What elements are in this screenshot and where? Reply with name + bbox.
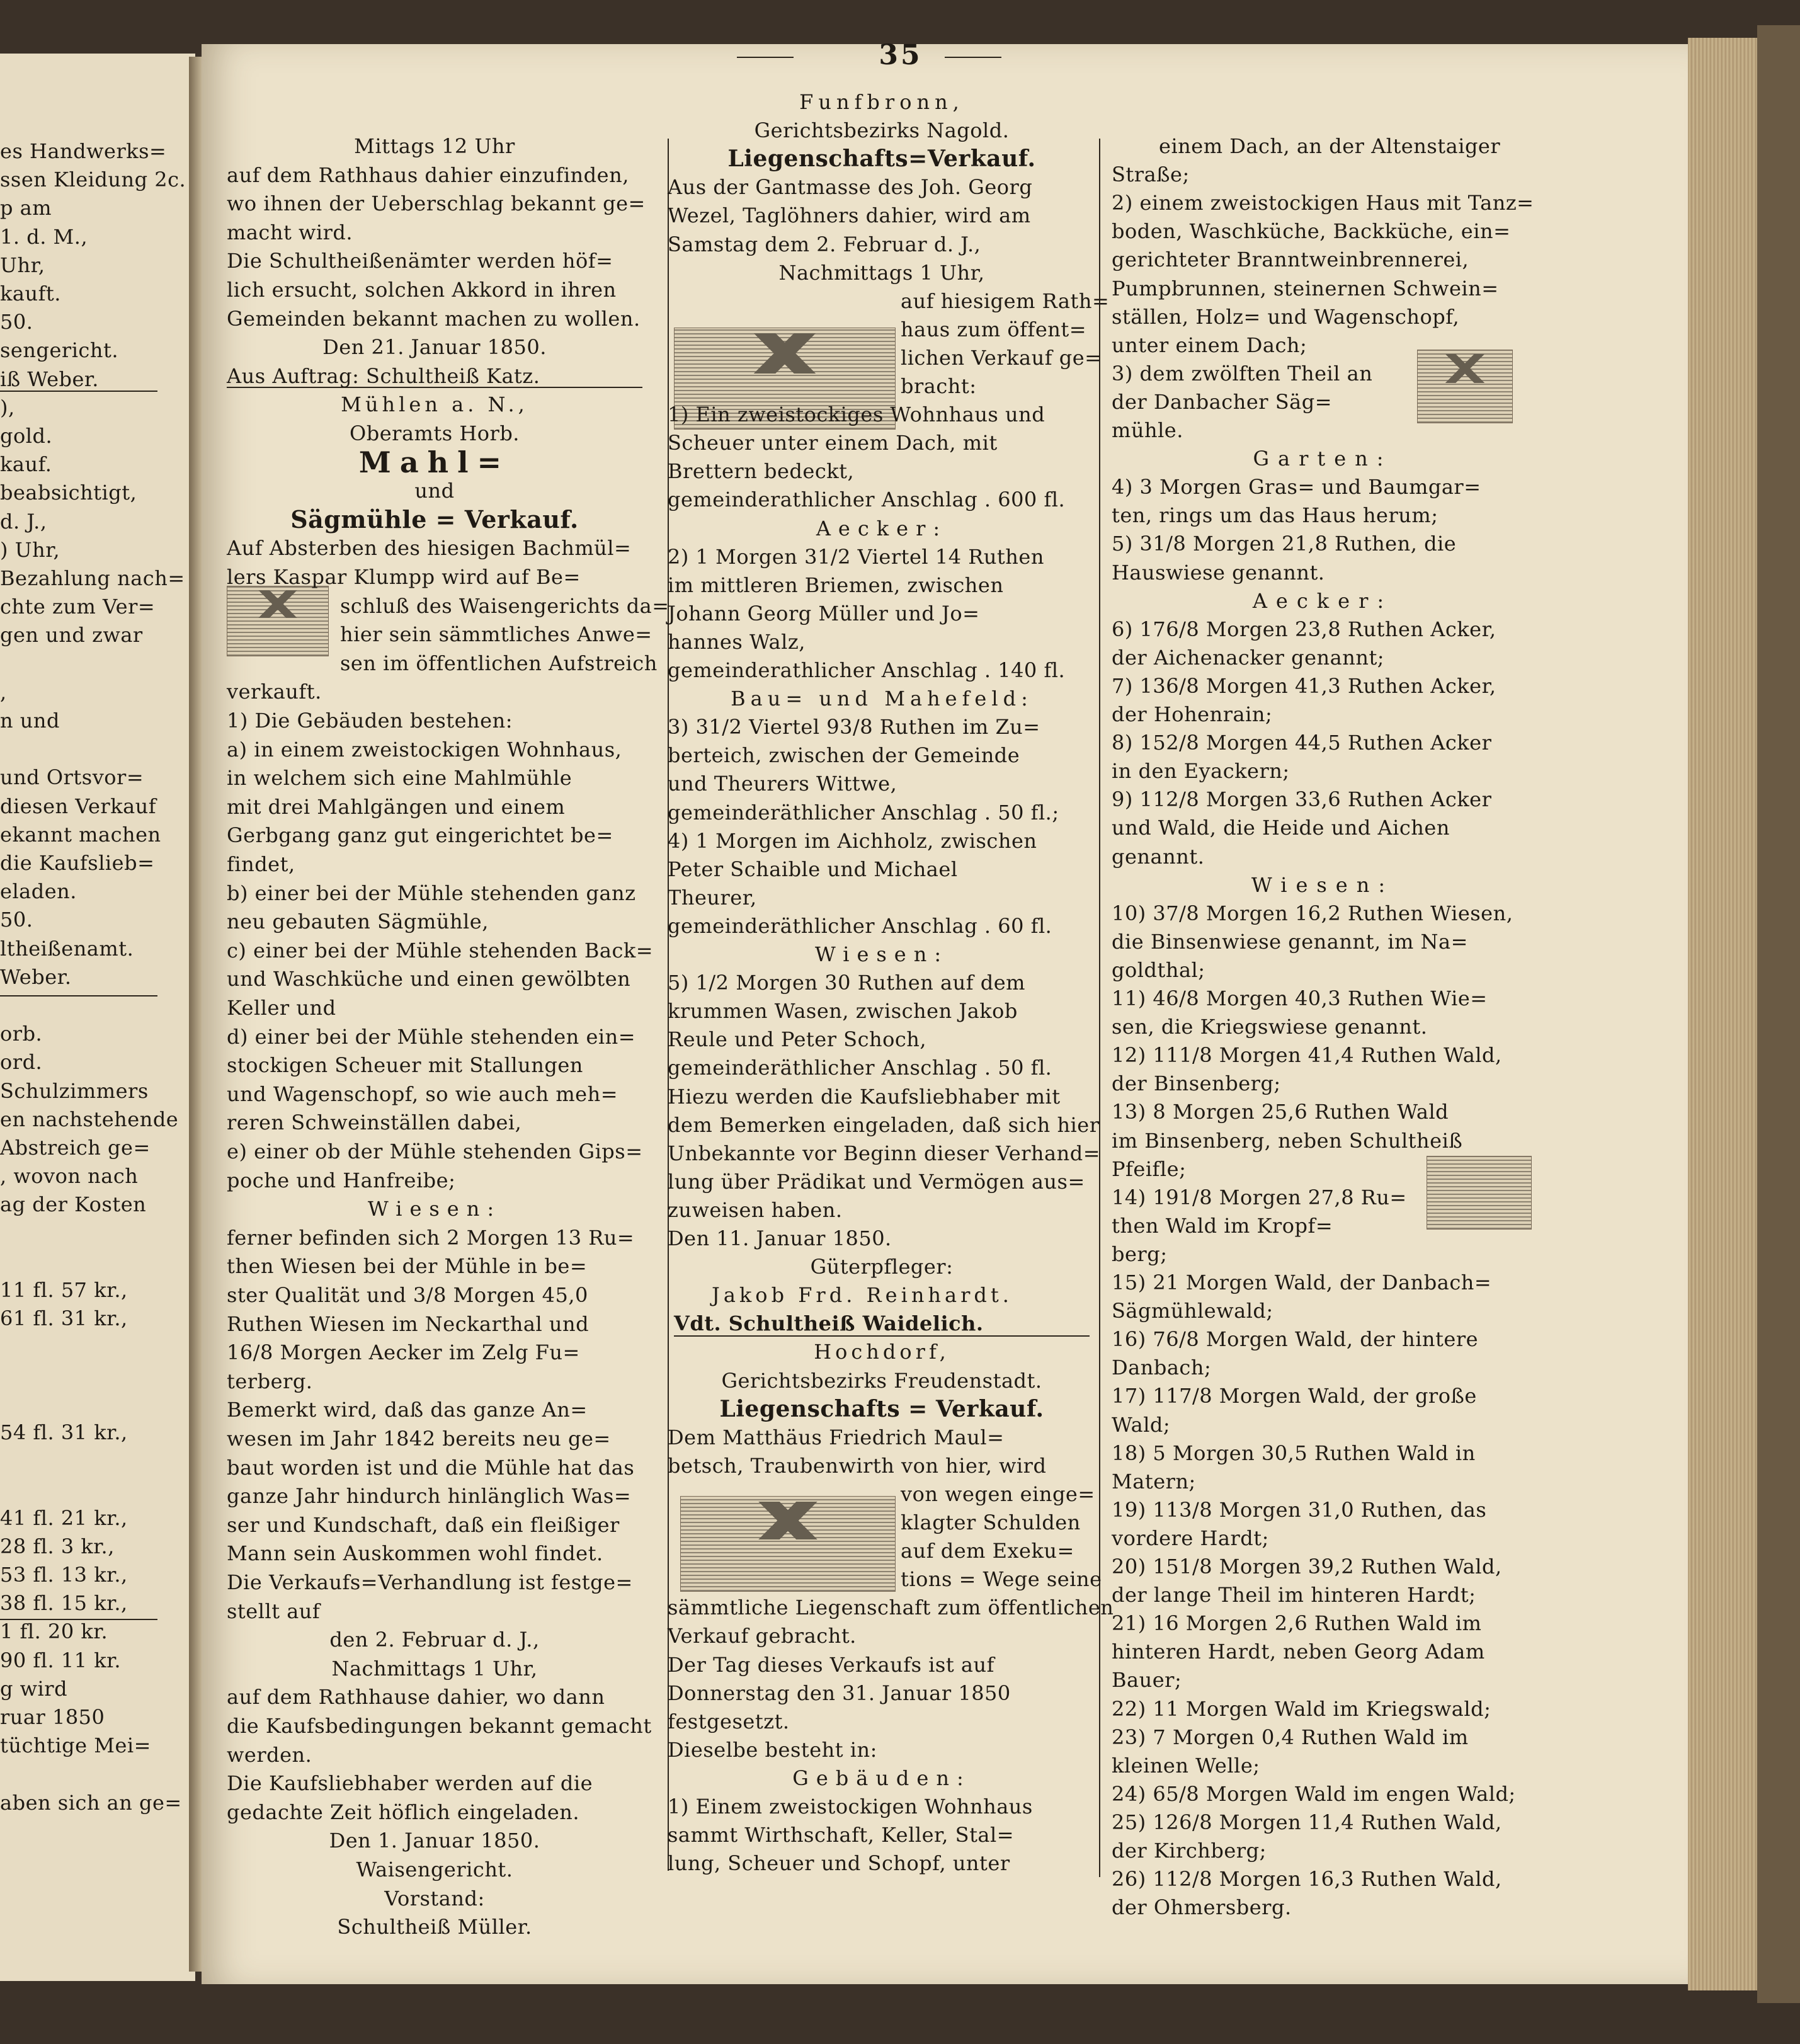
col2-line: Liegenschafts=Verkauf.	[727, 146, 1036, 173]
col1-line: Die Schultheißenämter werden höf=	[227, 249, 613, 273]
page-number: 35	[879, 39, 923, 71]
col3-line: genannt.	[1112, 844, 1205, 869]
col3-line: mühle.	[1112, 418, 1183, 442]
col2-line: von wegen einge=	[901, 1482, 1095, 1506]
col2-line: haus zum öffent=	[901, 317, 1087, 341]
left-fragment-line: n und	[0, 709, 60, 733]
left-fragment-line: ekannt machen	[0, 822, 161, 847]
col2-line: lichen Verkauf ge=	[901, 345, 1102, 370]
left-fragment-line: 28 fl. 3 kr.,	[0, 1534, 115, 1558]
section-rule-left-2	[0, 995, 157, 996]
col3-line: vordere Hardt;	[1112, 1526, 1269, 1550]
col1-line: b) einer bei der Mühle stehenden ganz	[227, 881, 636, 905]
col2-line: Wiesen:	[814, 942, 949, 966]
header-ornament-left	[737, 57, 794, 58]
col2-line: 3) 31/2 Viertel 93/8 Ruthen im Zu=	[668, 715, 1040, 739]
col1-line: Waisengericht.	[356, 1858, 513, 1881]
left-fragment-line: aben sich an ge=	[0, 1790, 182, 1815]
left-fragment-line: Uhr,	[0, 253, 45, 277]
col3-line: 10) 37/8 Morgen 16,2 Ruthen Wiesen,	[1112, 901, 1513, 925]
col2-line: Hiezu werden die Kaufsliebhaber mit	[668, 1084, 1061, 1109]
col3-line: 9) 112/8 Morgen 33,6 Ruthen Acker	[1112, 787, 1492, 812]
left-fragment-line: , wovon nach	[0, 1164, 139, 1189]
left-fragment-line: chte zum Ver=	[0, 595, 156, 619]
left-fragment-line: 61 fl. 31 kr.,	[0, 1306, 128, 1331]
col3-line: 21) 16 Morgen 2,6 Ruthen Wald im	[1112, 1611, 1482, 1636]
col2-line: Jakob Frd. Reinhardt.	[712, 1283, 1013, 1308]
left-fragment-line: ssen Kleidung 2c.	[0, 168, 186, 192]
col3-line: sen, die Kriegswiese genannt.	[1112, 1015, 1428, 1039]
col1-line: baut worden ist und die Mühle hat das	[227, 1455, 635, 1480]
col1-line: c) einer bei der Mühle stehenden Back=	[227, 938, 654, 962]
left-fragment-line: ,	[0, 680, 7, 704]
col2-line: 1) Einem zweistockigen Wohnhaus	[668, 1795, 1033, 1818]
col1-line: neu gebauten Sägmühle,	[227, 910, 489, 934]
col1-line: Die Kaufsliebhaber werden auf die	[227, 1771, 593, 1796]
col3-line: 8) 152/8 Morgen 44,5 Ruthen Acker	[1112, 731, 1492, 755]
col3-line: 5) 31/8 Morgen 21,8 Ruthen, die	[1112, 532, 1457, 556]
col1-line: Oberamts Horb.	[350, 421, 520, 445]
col1-line: lers Kaspar Klumpp wird auf Be=	[227, 565, 581, 589]
mill-woodcut-image	[227, 586, 329, 656]
col3-line: die Binsenwiese genannt, im Na=	[1112, 929, 1468, 954]
col3-line: unter einem Dach;	[1112, 333, 1307, 357]
col3-line: der Binsenberg;	[1112, 1071, 1281, 1096]
col3-line: Wald;	[1112, 1412, 1171, 1437]
col1-line: Auf Absterben des hiesigen Bachmül=	[227, 536, 632, 561]
col3-line: Garten:	[1253, 447, 1393, 471]
left-fragment-line: d. J.,	[0, 509, 47, 534]
col1-line: werden.	[227, 1742, 312, 1767]
col2-line: lung über Prädikat und Vermögen aus=	[668, 1169, 1085, 1194]
left-fragment-line: beabsichtigt,	[0, 481, 137, 505]
col3-line: 3) dem zwölften Theil an	[1112, 361, 1373, 385]
col1-line: Nachmittags 1 Uhr,	[331, 1656, 538, 1681]
col2-line: Unbekannte vor Beginn dieser Verhand=	[668, 1141, 1101, 1165]
col1-line: ganze Jahr hindurch hinlänglich Was=	[227, 1484, 632, 1509]
left-fragment-line: ag der Kosten	[0, 1192, 147, 1217]
left-fragment-line: eladen.	[0, 879, 77, 904]
col2-line: dem Bemerken eingeladen, daß sich hier	[668, 1112, 1100, 1137]
left-fragment-line: 53 fl. 13 kr.,	[0, 1563, 128, 1587]
col1-line: Mittags 12 Uhr	[354, 134, 515, 158]
col1-line: wesen im Jahr 1842 bereits neu ge=	[227, 1427, 611, 1451]
col2-line: Verkauf gebracht.	[668, 1624, 857, 1648]
col2-line: 2) 1 Morgen 31/2 Viertel 14 Ruthen	[668, 544, 1044, 569]
col2-line: Samstag dem 2. Februar d. J.,	[668, 232, 981, 256]
col3-line: Wiesen:	[1251, 872, 1394, 897]
col1-line: ferner befinden sich 2 Morgen 13 Ru=	[227, 1225, 635, 1250]
col2-line: gemeinderathlicher Anschlag . 600 fl.	[668, 488, 1066, 512]
col3-line: ten, rings um das Haus herum;	[1112, 503, 1438, 528]
left-fragment-line: die Kaufslieb=	[0, 851, 155, 875]
col1-line: Ruthen Wiesen im Neckarthal und	[227, 1311, 590, 1336]
col2-line: Peter Schaible und Michael	[668, 857, 958, 881]
left-fragment-line: gold.	[0, 424, 53, 448]
col3-line: der Ohmersberg.	[1112, 1895, 1292, 1920]
col3-line: und Wald, die Heide und Aichen	[1112, 816, 1450, 840]
col3-line: 16) 76/8 Morgen Wald, der hintere	[1112, 1327, 1479, 1352]
col1-line: d) einer bei der Mühle stehenden ein=	[227, 1024, 636, 1049]
col1-line: findet,	[227, 852, 295, 876]
col1-line: mit drei Mahlgängen und einem	[227, 794, 566, 819]
left-fragment-line: g wird	[0, 1676, 68, 1701]
col1-line: Sägmühle = Verkauf.	[290, 505, 579, 534]
col2-line: Vdt. Schultheiß Waidelich.	[674, 1311, 984, 1336]
col2-line: Gebäuden:	[792, 1766, 971, 1790]
col3-line: ställen, Holz= und Wagenschopf,	[1112, 304, 1460, 329]
col1-line: wo ihnen der Ueberschlag bekannt ge=	[227, 191, 646, 216]
left-fragment-line: 90 fl. 11 kr.	[0, 1648, 122, 1672]
col3-line: Sägmühlewald;	[1112, 1299, 1273, 1323]
col3-line: 24) 65/8 Morgen Wald im engen Wald;	[1112, 1781, 1516, 1806]
col2-line: Güterpfleger:	[810, 1255, 954, 1279]
left-fragment-line: ord.	[0, 1050, 43, 1075]
left-fragment-line: en nachstehende	[0, 1107, 179, 1131]
col3-line: 7) 136/8 Morgen 41,3 Ruthen Acker,	[1112, 673, 1496, 698]
left-fragment-line: p am	[0, 196, 52, 220]
col2-line: betsch, Traubenwirth von hier, wird	[668, 1453, 1047, 1478]
col2-line: Funfbronn,	[799, 90, 964, 114]
col2-line: Gerichtsbezirks Nagold.	[754, 118, 1010, 143]
col2-line: auf dem Exeku=	[901, 1539, 1074, 1563]
col1-line: Schultheiß Müller.	[337, 1915, 532, 1939]
col2-line: krummen Wasen, zwischen Jakob	[668, 999, 1018, 1024]
col1-line: Bemerkt wird, daß das ganze An=	[227, 1398, 588, 1422]
left-fragment-line: ltheißenamt.	[0, 936, 134, 961]
col1-line: Den 21. Januar 1850.	[322, 335, 547, 360]
left-fragment-line: ) Uhr,	[0, 537, 60, 562]
col1-line: Gerbgang ganz gut eingerichtet be=	[227, 823, 613, 848]
col2-line: Den 11. Januar 1850.	[668, 1226, 892, 1250]
left-fragment-line: 1. d. M.,	[0, 224, 88, 249]
col1-line: e) einer ob der Mühle stehenden Gips=	[227, 1139, 643, 1163]
left-fragment-line: ruar 1850	[0, 1705, 105, 1729]
col1-line: Aus Auftrag: Schultheiß Katz.	[227, 363, 540, 388]
left-fragment-line: Abstreich ge=	[0, 1136, 151, 1160]
left-fragment-line: und Ortsvor=	[0, 765, 144, 790]
col3-line: Matern;	[1112, 1469, 1196, 1493]
col1-line: Wiesen:	[367, 1197, 502, 1221]
col3-line: der lange Theil im hinteren Hardt;	[1112, 1583, 1476, 1607]
col2-line: Johann Georg Müller und Jo=	[668, 601, 980, 625]
col3-line: then Wald im Kropf=	[1112, 1213, 1333, 1238]
col2-line: lung, Scheuer und Schopf, unter	[668, 1851, 1010, 1876]
col2-line: und Theurers Wittwe,	[668, 772, 897, 796]
col3-line: Straße;	[1112, 163, 1190, 187]
left-fragment-line: Schulzimmers	[0, 1078, 149, 1103]
col1-line: Keller und	[227, 996, 336, 1020]
col2-line: tions = Wege seine	[901, 1567, 1102, 1592]
col3-line: Aecker:	[1252, 588, 1393, 613]
col2-line: Aus der Gantmasse des Joh. Georg	[668, 175, 1033, 200]
col2-line: Liegenschafts = Verkauf.	[719, 1395, 1044, 1422]
col1-line: reren Schweinställen dabei,	[227, 1110, 522, 1135]
col2-line: klagter Schulden	[901, 1510, 1081, 1534]
col1-line: auf dem Rathhaus dahier einzufinden,	[227, 163, 629, 187]
col2-line: auf hiesigem Rath=	[901, 288, 1110, 313]
left-fragment-line: kauf.	[0, 452, 52, 477]
col3-line: 17) 117/8 Morgen Wald, der große	[1112, 1384, 1477, 1408]
left-fragment-line: 38 fl. 15 kr.,	[0, 1591, 128, 1616]
col2-line: Hochdorf,	[814, 1340, 950, 1364]
col3-line: 12) 111/8 Morgen 41,4 Ruthen Wald,	[1112, 1043, 1502, 1068]
col1-line: lich ersucht, solchen Akkord in ihren	[227, 278, 617, 302]
col3-line: 26) 112/8 Morgen 16,3 Ruthen Wald,	[1112, 1867, 1502, 1892]
col2-line: Der Tag dieses Verkaufs ist auf	[668, 1652, 994, 1677]
col2-line: Brettern bedeckt,	[668, 459, 855, 484]
col3-line: der Kirchberg;	[1112, 1839, 1267, 1863]
left-fragment-line: 11 fl. 57 kr.,	[0, 1278, 128, 1302]
col2-line: 4) 1 Morgen im Aichholz, zwischen	[668, 828, 1037, 853]
col1-line: den 2. Februar d. J.,	[329, 1628, 540, 1652]
col3-line: boden, Waschküche, Backküche, ein=	[1112, 219, 1511, 244]
left-fragment-line: Bezahlung nach=	[0, 566, 185, 590]
col1-line: 16/8 Morgen Aecker im Zelg Fu=	[227, 1340, 580, 1365]
col1-line: ster Qualität und 3/8 Morgen 45,0	[227, 1283, 588, 1307]
col1-line: a) in einem zweistockigen Wohnhaus,	[227, 737, 622, 762]
col1-line: stockigen Scheuer mit Stallungen	[227, 1053, 583, 1078]
col3-line: 18) 5 Morgen 30,5 Ruthen Wald in	[1112, 1441, 1476, 1465]
col1-line: then Wiesen bei der Mühle in be=	[227, 1254, 588, 1279]
col3-line: 23) 7 Morgen 0,4 Ruthen Wald im	[1112, 1725, 1469, 1749]
col2-line: gemeinderäthlicher Anschlag . 50 fl.	[668, 1056, 1052, 1080]
col1-line: ser und Kundschaft, daß ein fleißiger	[227, 1512, 620, 1537]
col2-line: 5) 1/2 Morgen 30 Ruthen auf dem	[668, 971, 1025, 995]
left-fragment-line: 50.	[0, 908, 33, 932]
col3-line: 15) 21 Morgen Wald, der Danbach=	[1112, 1270, 1492, 1294]
col2-line: sammt Wirthschaft, Keller, Stal=	[668, 1823, 1015, 1847]
inn-woodcut-image	[680, 1496, 896, 1592]
col2-line: gemeinderäthlicher Anschlag . 60 fl.	[668, 913, 1052, 938]
col2-line: Bau= und Mahefeld:	[731, 687, 1033, 711]
col3-line: einem Dach, an der Altenstaiger	[1159, 134, 1501, 158]
col3-line: Pfeifle;	[1112, 1156, 1187, 1181]
col2-line: Dem Matthäus Friedrich Maul=	[668, 1425, 1005, 1449]
col3-line: 22) 11 Morgen Wald im Kriegswald;	[1112, 1696, 1491, 1721]
col3-line: gerichteter Branntweinbrennerei,	[1112, 248, 1469, 272]
col2-line: festgesetzt.	[668, 1709, 790, 1733]
col1-line: auf dem Rathhause dahier, wo dann	[227, 1685, 605, 1710]
col2-line: Reule und Peter Schoch,	[668, 1027, 927, 1052]
left-fragment-line: Weber.	[0, 964, 72, 989]
col3-line: 19) 113/8 Morgen 31,0 Ruthen, das	[1112, 1497, 1487, 1522]
col1-line: Mann sein Auskommen wohl findet.	[227, 1541, 603, 1566]
col1-line: Gemeinden bekannt machen zu wollen.	[227, 306, 641, 331]
col1-line: verkauft.	[227, 680, 322, 704]
col3-line: berg;	[1112, 1242, 1168, 1266]
col1-line: terberg.	[227, 1369, 313, 1393]
col3-line: hinteren Hardt, neben Georg Adam	[1112, 1640, 1485, 1664]
col2-line: Scheuer unter einem Dach, mit	[668, 431, 998, 455]
col1-line: hier sein sämmtliches Anwe=	[340, 622, 652, 647]
col2-line: gemeinderathlicher Anschlag . 140 fl.	[668, 658, 1066, 682]
col1-line: Mahl=	[358, 445, 511, 479]
col1-line: und Wagenschopf, so wie auch meh=	[227, 1082, 618, 1106]
col3-line: der Aichenacker genannt;	[1112, 645, 1385, 670]
col2-line: Gerichtsbezirks Freudenstadt.	[721, 1368, 1042, 1393]
col2-line: Dieselbe besteht in:	[668, 1737, 877, 1762]
col3-line: der Hohenrain;	[1112, 702, 1273, 726]
col1-line: in welchem sich eine Mahlmühle	[227, 766, 572, 791]
left-fragment-line: 41 fl. 21 kr.,	[0, 1505, 128, 1530]
col1-line: und Waschküche und einen gewölbten	[227, 967, 631, 991]
col3-line: im Binsenberg, neben Schultheiß	[1112, 1128, 1463, 1153]
col3-line: Hauswiese genannt.	[1112, 560, 1325, 585]
col2-line: 1) Ein zweistockiges Wohnhaus und	[668, 403, 1045, 427]
col2-line: Donnerstag den 31. Januar 1850	[668, 1681, 1011, 1705]
col2-line: hannes Walz,	[668, 629, 806, 654]
left-fragment-line: ),	[0, 395, 15, 420]
col1-line: Die Verkaufs=Verhandlung ist festge=	[227, 1570, 633, 1594]
col3-line: 25) 126/8 Morgen 11,4 Ruthen Wald,	[1112, 1810, 1502, 1834]
col3-line: 4) 3 Morgen Gras= und Baumgar=	[1112, 475, 1481, 500]
left-fragment-line: 1 fl. 20 kr.	[0, 1619, 108, 1644]
col3-line: 14) 191/8 Morgen 27,8 Ru=	[1112, 1185, 1407, 1209]
left-fragment-line: tüchtige Mei=	[0, 1733, 151, 1758]
col1-line: stellt auf	[227, 1599, 321, 1623]
col2-line: zuweisen haben.	[668, 1197, 843, 1222]
col3-line: der Danbacher Säg=	[1112, 389, 1333, 414]
col3-line: kleinen Welle;	[1112, 1753, 1260, 1778]
col2-line: Wezel, Taglöhners dahier, wird am	[668, 203, 1031, 228]
col3-line: 20) 151/8 Morgen 39,2 Ruthen Wald,	[1112, 1555, 1502, 1579]
col1-line: gedachte Zeit höflich eingeladen.	[227, 1800, 580, 1824]
left-fragment-line: kauft.	[0, 282, 61, 305]
col3-line: 6) 176/8 Morgen 23,8 Ruthen Acker,	[1112, 617, 1496, 641]
col3-line: 2) einem zweistockigen Haus mit Tanz=	[1112, 191, 1534, 215]
col2-line: Aecker:	[816, 516, 948, 540]
col1-line: 1) Die Gebäuden bestehen:	[227, 709, 513, 733]
col2-line: berteich, zwischen der Gemeinde	[668, 743, 1020, 768]
col3-line: 13) 8 Morgen 25,6 Ruthen Wald	[1112, 1100, 1449, 1124]
left-fragment-line: orb.	[0, 1022, 43, 1046]
col3-line: in den Eyackern;	[1112, 759, 1290, 784]
header-ornament-right	[945, 57, 1001, 58]
col2-line: im mittleren Briemen, zwischen	[668, 573, 1004, 597]
col3-line: Bauer;	[1112, 1668, 1182, 1693]
left-fragment-line: iß Weber.	[0, 367, 99, 391]
left-fragment-line: 50.	[0, 310, 33, 334]
col1-line: die Kaufsbedingungen bekannt gemacht	[227, 1714, 652, 1738]
left-fragment-line: sengericht.	[0, 338, 118, 363]
col2-line: sämmtliche Liegenschaft zum öffentlichen	[668, 1596, 1114, 1620]
left-fragment-line: diesen Verkauf	[0, 794, 157, 818]
left-fragment-line: gen und zwar	[0, 623, 143, 648]
col3-line: 11) 46/8 Morgen 40,3 Ruthen Wie=	[1112, 986, 1488, 1010]
col3-line: Pumpbrunnen, steinernen Schwein=	[1112, 276, 1499, 300]
left-fragment-line: es Handwerks=	[0, 139, 167, 163]
col1-line: macht wird.	[227, 220, 353, 244]
col1-line: Den 1. Januar 1850.	[329, 1829, 540, 1853]
col1-line: schluß des Waisengerichts da=	[340, 593, 669, 618]
col3-line: goldthal;	[1112, 957, 1205, 982]
col1-line: und	[414, 479, 455, 503]
col2-line: Nachmittags 1 Uhr,	[778, 260, 985, 285]
left-fragment-line: 54 fl. 31 kr.,	[0, 1420, 128, 1444]
col1-line: poche und Hanfreibe;	[227, 1168, 456, 1192]
col1-line: Mühlen a. N.,	[341, 392, 528, 417]
col1-line: Vorstand:	[384, 1886, 485, 1910]
col2-line: bracht:	[901, 374, 977, 398]
col2-line: Theurer,	[668, 885, 757, 910]
col3-line: Danbach;	[1112, 1356, 1212, 1380]
col2-line: gemeinderäthlicher Anschlag . 50 fl.;	[668, 800, 1059, 825]
col1-line: sen im öffentlichen Aufstreich	[340, 651, 658, 675]
